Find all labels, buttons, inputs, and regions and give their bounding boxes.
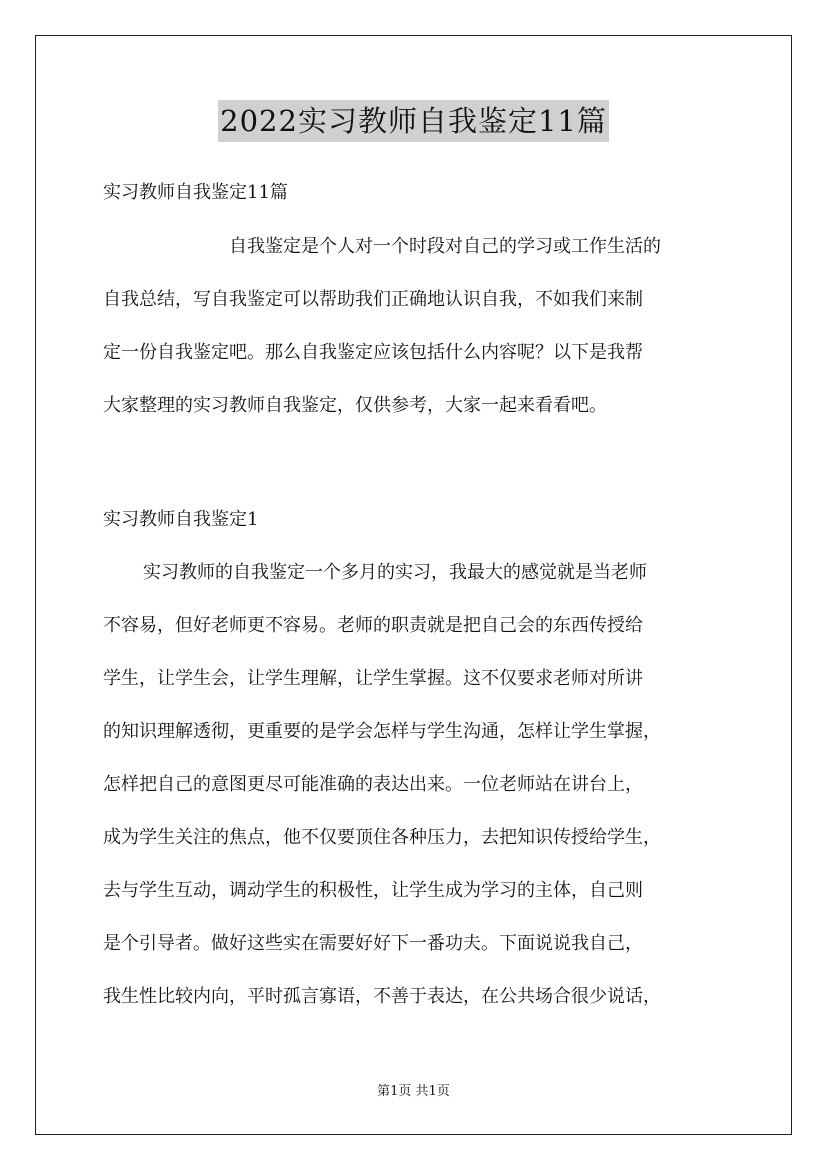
paragraph-line: 怎样把自己的意图更尽可能准确的表达出来。一位老师站在讲台上， (103, 774, 643, 795)
title-container (0, 100, 827, 142)
page-footer: 第1页 共1页 (377, 1084, 450, 1099)
paragraph-line: 自我鉴定是个人对一个时段对自己的学习或工作生活的 (229, 236, 661, 257)
paragraph-line: 去与学生互动，调动学生的积极性，让学生成为学习的主体，自己则 (103, 880, 643, 901)
document-subtitle: 实习教师自我鉴定11篇 (103, 182, 288, 203)
paragraph-line: 大家整理的实习教师自我鉴定，仅供参考，大家一起来看看吧。 (103, 395, 607, 416)
paragraph-line: 定一份自我鉴定吧。那么自我鉴定应该包括什么内容呢？以下是我帮 (103, 342, 643, 363)
paragraph-line: 学生，让学生会，让学生理解，让学生掌握。这不仅要求老师对所讲 (103, 668, 643, 689)
paragraph-line: 不容易，但好老师更不容易。老师的职责就是把自己会的东西传授给 (103, 615, 643, 636)
paragraph-line: 成为学生关注的焦点，他不仅要顶住各种压力，去把知识传授给学生， (103, 827, 661, 848)
paragraph-line: 自我总结，写自我鉴定可以帮助我们正确地认识自我，不如我们来制 (103, 289, 643, 310)
paragraph-line: 我生性比较内向，平时孤言寡语，不善于表达，在公共场合很少说话， (103, 986, 661, 1007)
section-heading: 实习教师自我鉴定1 (103, 509, 259, 530)
body-paragraph (103, 558, 743, 1035)
paragraph-line: 是个引导者。做好这些实在需要好好下一番功夫。下面说说我自己， (103, 933, 643, 954)
document-title: 2022实习教师自我鉴定11篇 (218, 100, 609, 142)
intro-paragraph (103, 232, 743, 444)
paragraph-line: 的知识理解透彻，更重要的是学会怎样与学生沟通，怎样让学生掌握， (103, 721, 661, 742)
paragraph-line: 实习教师的自我鉴定一个多月的实习，我最大的感觉就是当老师 (143, 562, 647, 583)
